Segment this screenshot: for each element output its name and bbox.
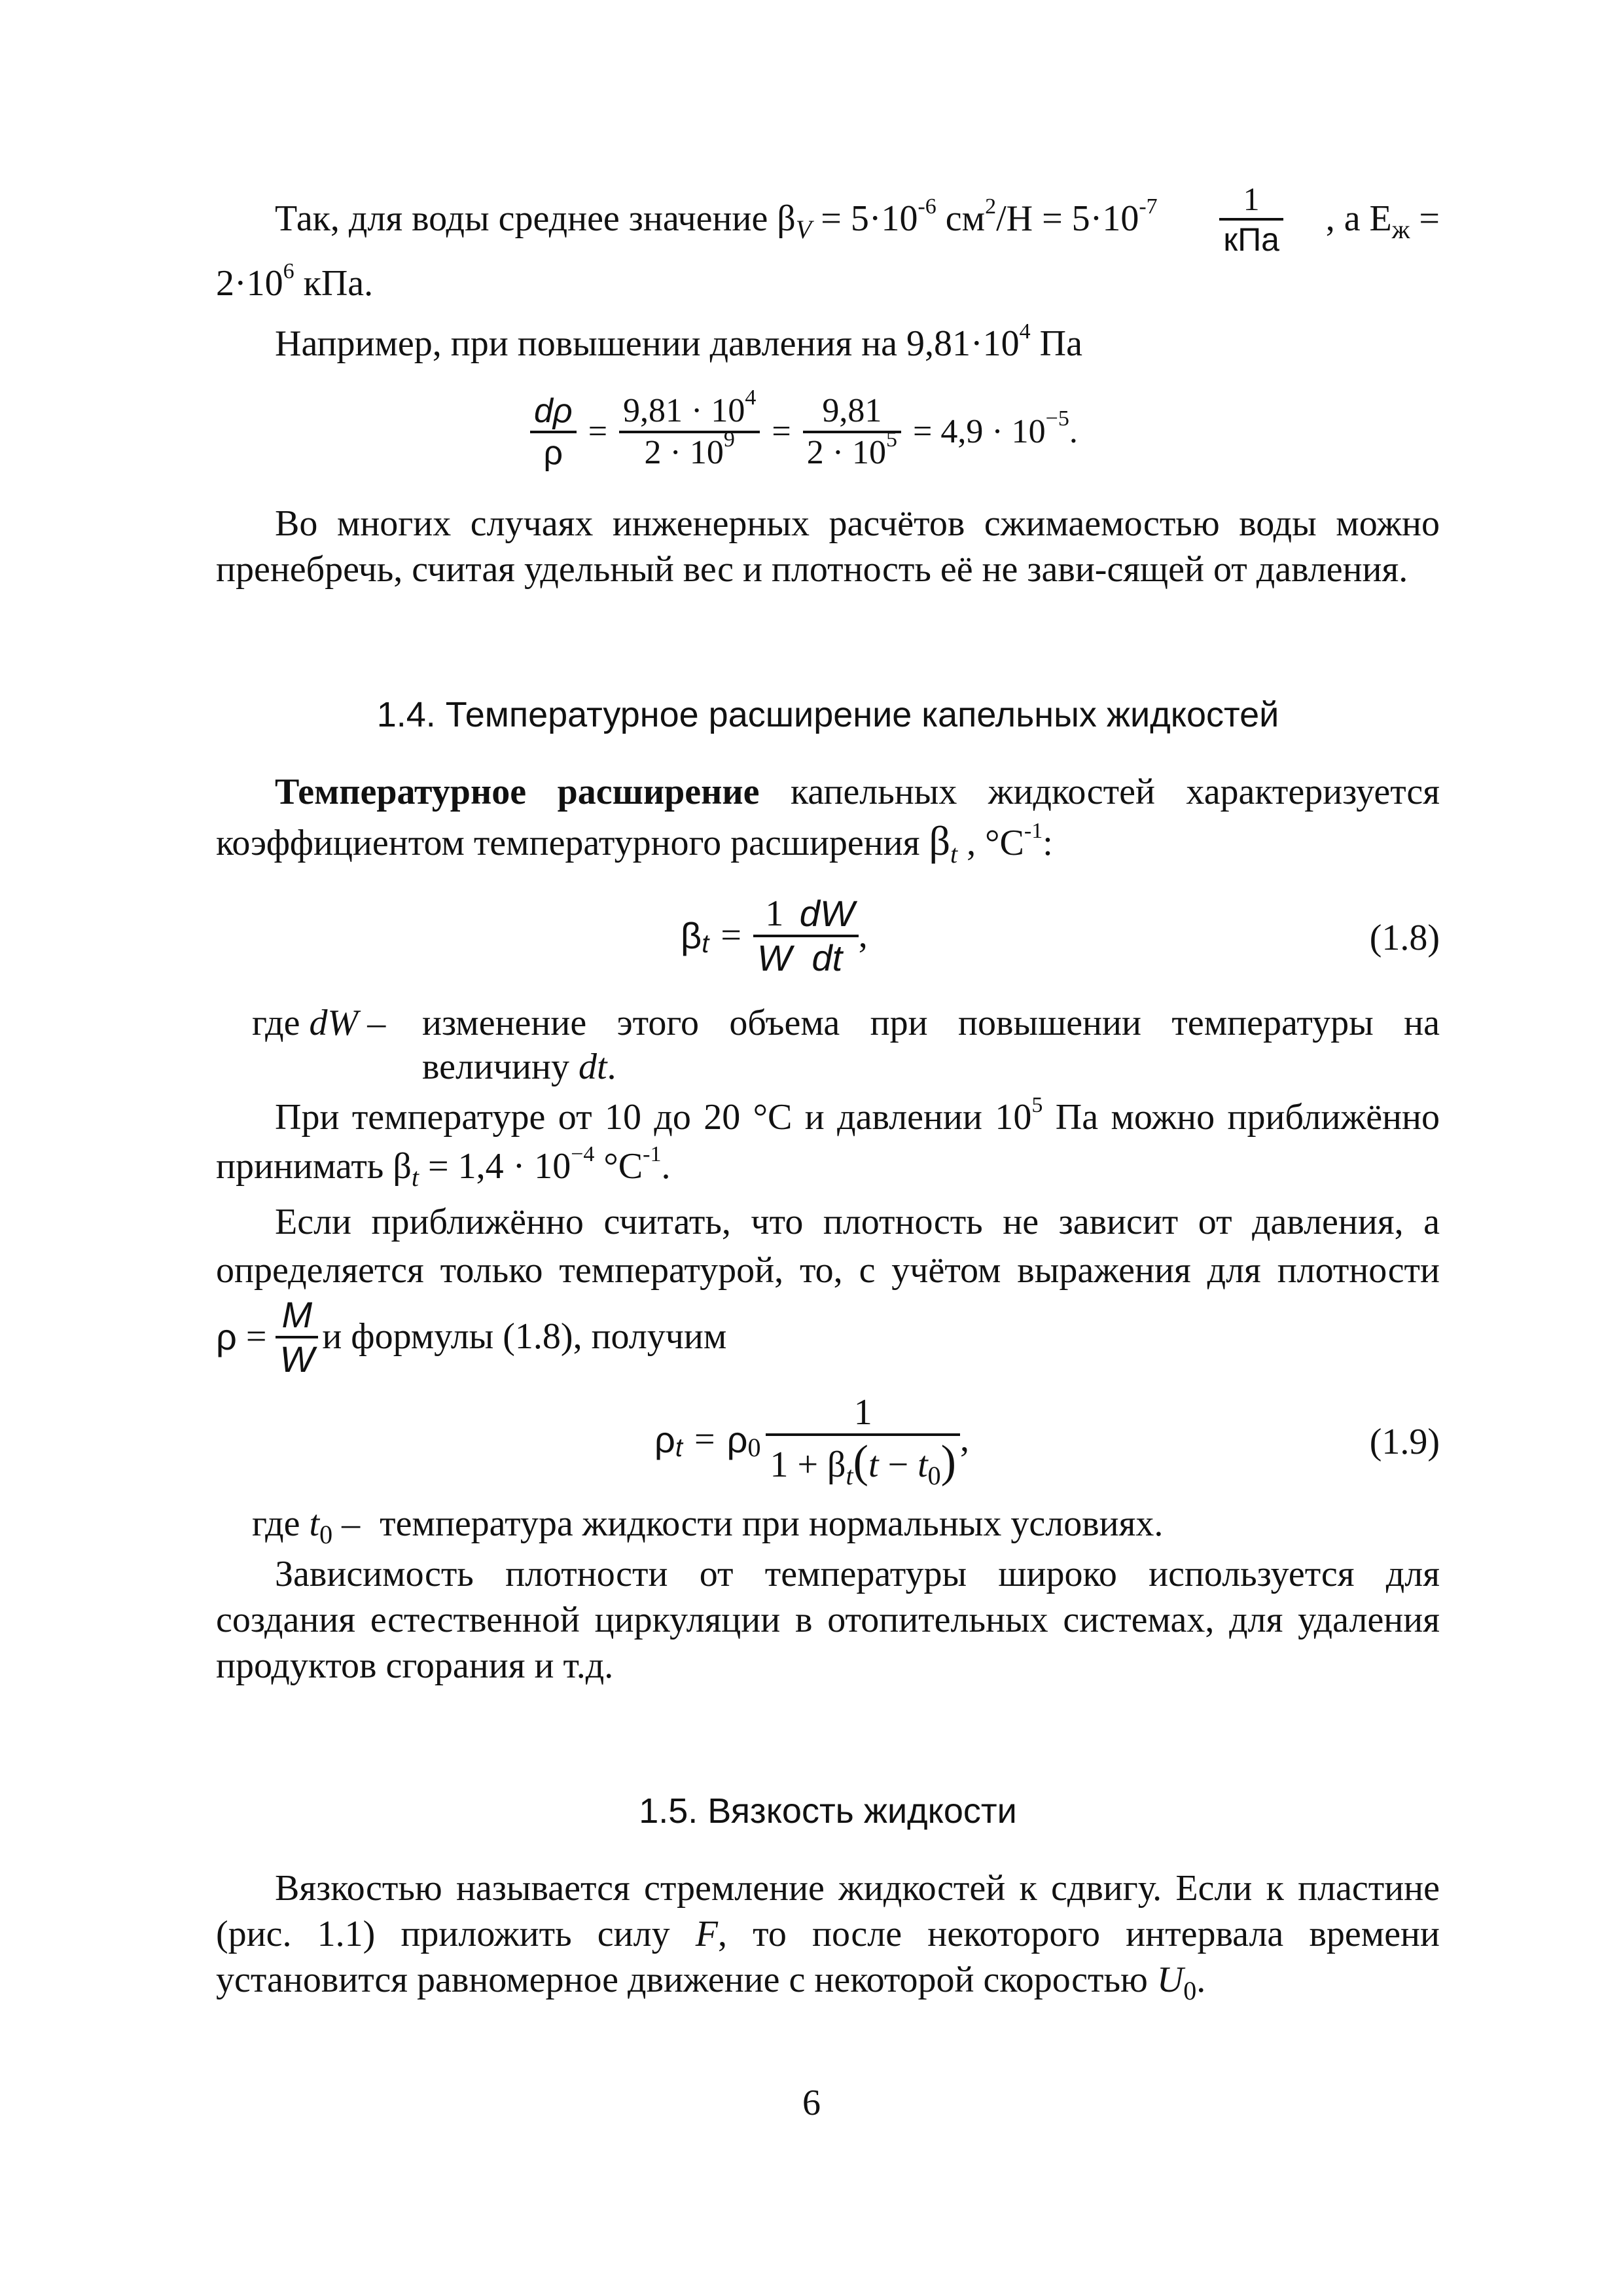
fraction-1-over-kpa: $\frac{1}{\text{кПа}}$ (1219, 181, 1283, 257)
section-heading-1-4: 1.4. Температурное расширение капельных жидкостей (376, 695, 1279, 734)
fraction-m-over-w: $\frac{M}{W}$ (276, 1295, 318, 1380)
paragraph-neglect-compressibility: Во многих случаях инженерных расчётов сжимаемостью воды можно пренебречь, считая удельный вес и плотность её не зави-сящей от давления. (216, 503, 1440, 590)
fraction-1-over-1-plus-beta: $\frac{1}{1 + \beta_t(t - t_0)}$ (766, 1393, 960, 1487)
definition-t0: где $t_0$ – температура жидкости при нормальных условиях. (252, 1503, 1164, 1549)
paragraph-compressibility-value: Так, для воды среднее значение $\beta_V = 5\cdot 10^{-6}$ $см^2/Н = 5\cdot 10^{-7}$ $\frac{1}{\text{кПа}}$ , а $E_ж$ = (275, 181, 1440, 258)
section-heading-1-5: 1.5. Вязкость жидкости (639, 1791, 1017, 1831)
equation-1-8: β $_t$ = $\frac{1}{W}$ $\frac{dW}{dt}$ , (1.8) (681, 892, 1440, 978)
fraction-981e4-over-2e9: $\frac{9,81 \cdot 10^4}{2 \cdot 10^9}$ (619, 393, 760, 471)
paragraph-density-applications: Зависимость плотности от температуры широко используется для создания естественной циркуляции в отопительных системах, для удаления продуктов сгорания и т.д. (216, 1554, 1440, 1686)
equation-density-change: $\frac{d\rho}{\rho}$ = $\frac{9,81 \cdot 10^4}{2 \cdot 10^9}$ = $\frac{9,81}{2 \cdot 10^5}$ = $4,9 \cdot 10^{-5}$. (530, 380, 1078, 484)
equation-number-1-8: (1.8) (1369, 918, 1440, 958)
equation-1-9: ρ $_t$ = ρ $_0$ $\frac{1}{1 + \beta_t(t - t_0)}$ , (1.9) (654, 1391, 1440, 1491)
paragraph-example: Например, при повышении давления на $9,81\cdot 10^4$ Па (275, 319, 1082, 364)
paragraph-viscosity: Вязкостью называется стремление жидкостей к сдвигу. Если к пластине (рис. 1.1) приложить силу F, то после некоторого интервала времени установится равномерное движение с некоторой скоростью $U_0$. (216, 1868, 1440, 2005)
definition-dw: где dW – изменение этого объема при повышении температуры на величину dt. (252, 1003, 1440, 1088)
equation-number-1-9: (1.9) (1369, 1422, 1440, 1462)
fraction-1-over-w: $\frac{1}{W}$ (753, 894, 796, 978)
fraction-981-over-2e5: $\frac{9,81}{2 \cdot 10^5}$ (803, 393, 901, 471)
paragraph-temperature-range: При температуре от 10 до 20 °C и давлении $10^5$ Па можно приближённо принимать $\beta_t = 1,4 \cdot 10^{-4}$ $^\circ C^{-1}$. (216, 1093, 1440, 1192)
paragraph-density-temperature: Если приближённо считать, что плотность не зависит от давления, а определяется только температурой, то, с учётом выражения для плотности ρ = $\frac{M}{W}$ и формулы (1.8), получим (216, 1202, 1440, 1380)
paragraph-compressibility-value-line2: $2\cdot 10^6$ кПа. (216, 259, 374, 304)
page-number: 6 (802, 2083, 821, 2123)
paragraph-thermal-expansion: Температурное расширение капельных жидкостей характеризуется коэффициентом температурного расширения $\beta_t$ , $^\circ C^{-1}$: (216, 772, 1440, 869)
fraction-dw-over-dt: $\frac{dW}{dt}$ (796, 894, 859, 978)
fraction-drho-over-rho: $\frac{d\rho}{\rho}$ (530, 393, 577, 471)
